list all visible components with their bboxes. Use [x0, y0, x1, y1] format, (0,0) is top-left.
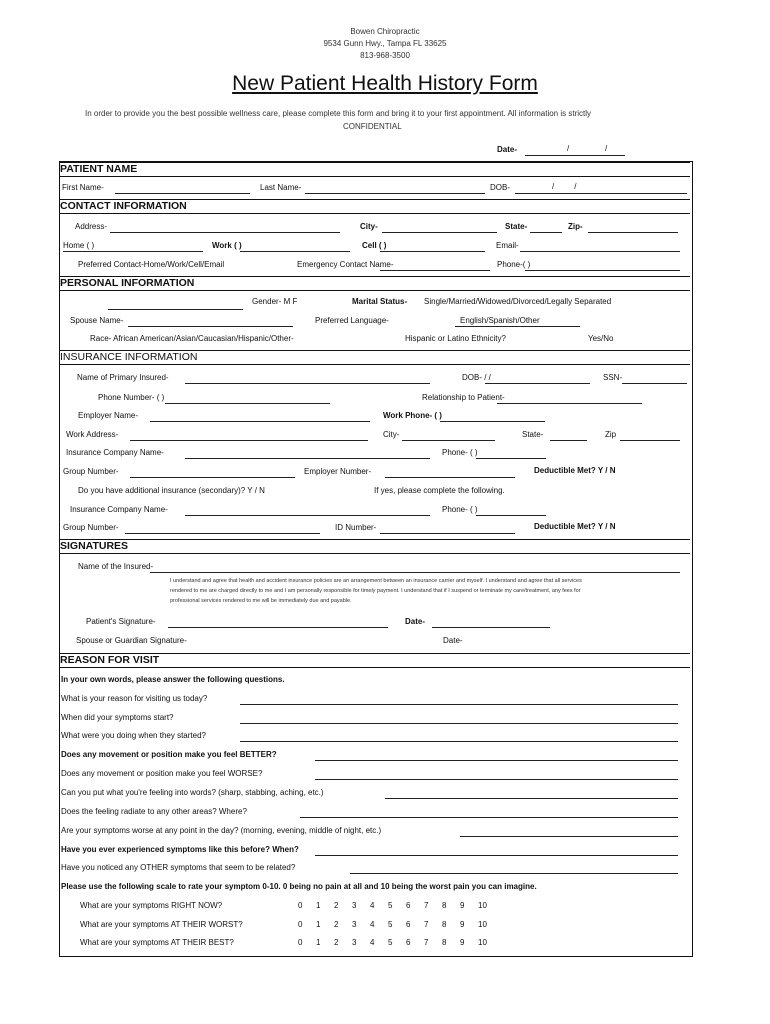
id-number-label: ID Number- — [335, 523, 377, 532]
ins-company2-field[interactable] — [185, 515, 430, 516]
ins-company2-label: Insurance Company Name- — [70, 505, 168, 514]
scale-row-worst-label: What are your symptoms AT THEIR WORST? — [80, 920, 243, 929]
preferred-language-label: Preferred Language- — [315, 316, 389, 325]
ins-state-label: State- — [522, 430, 544, 439]
scale-best-7[interactable]: 7 — [424, 938, 429, 947]
scale-now-5[interactable]: 5 — [388, 901, 393, 910]
work-phone-field[interactable] — [240, 251, 350, 252]
race-label[interactable]: Race- African American/Asian/Caucasian/Hispanic/Other- — [90, 334, 294, 343]
reason-instructions: In your own words, please answer the following questions. — [61, 675, 285, 684]
ins-company2-phone-field[interactable] — [476, 515, 546, 516]
cell-phone-field[interactable] — [380, 251, 485, 252]
patient-dob-field[interactable] — [515, 193, 687, 194]
answer-7[interactable] — [300, 817, 678, 818]
ssn-label: SSN- — [603, 373, 623, 382]
emergency-contact-field[interactable] — [380, 270, 490, 271]
personal-blank-field[interactable] — [108, 309, 243, 310]
scale-best-6[interactable]: 6 — [406, 938, 411, 947]
clinic-address: 9534 Gunn Hwy., Tampa FL 33625 — [323, 39, 447, 48]
group-number2-field[interactable] — [125, 533, 320, 534]
deductible-met[interactable]: Deductible Met? Y / N — [534, 466, 616, 475]
zip-label: Zip- — [568, 222, 583, 231]
home-phone-label: Home ( ) — [63, 241, 95, 250]
form-title: New Patient Health History Form — [232, 72, 538, 95]
scale-best-2[interactable]: 2 — [334, 938, 339, 947]
ins-city-field[interactable] — [402, 440, 495, 441]
primary-insured-label: Name of Primary Insured- — [77, 373, 169, 382]
intro-confidential: CONFIDENTIAL — [343, 122, 402, 131]
scale-worst-0[interactable]: 0 — [298, 920, 303, 929]
answer-9[interactable] — [315, 855, 678, 856]
scale-worst-6[interactable]: 6 — [406, 920, 411, 929]
city-label: City- — [360, 222, 378, 231]
scale-worst-8[interactable]: 8 — [442, 920, 447, 929]
home-phone-field[interactable] — [63, 251, 203, 252]
patient-sig-date-label: Date- — [405, 617, 426, 626]
emergency-phone-label: Phone-( ) — [497, 260, 531, 269]
scale-best-10[interactable]: 10 — [478, 938, 487, 947]
answer-6[interactable] — [385, 798, 678, 799]
preferred-language-options[interactable]: English/Spanish/Other — [460, 316, 540, 325]
scale-best-9[interactable]: 9 — [460, 938, 465, 947]
ins-company-phone-label: Phone- ( ) — [442, 448, 478, 457]
scale-intro: Please use the following scale to rate your symptom 0-10. 0 being no pain at all and 10 being the worst pain you can imagine. — [61, 882, 537, 891]
scale-worst-10[interactable]: 10 — [478, 920, 487, 929]
scale-worst-1[interactable]: 1 — [316, 920, 321, 929]
patient-sig-date-field[interactable] — [432, 627, 550, 628]
hispanic-label: Hispanic or Latino Ethnicity? — [405, 334, 506, 343]
scale-best-4[interactable]: 4 — [370, 938, 375, 947]
scale-now-4[interactable]: 4 — [370, 901, 375, 910]
answer-10[interactable] — [350, 873, 678, 874]
scale-now-6[interactable]: 6 — [406, 901, 411, 910]
clinic-name: Bowen Chiropractic — [350, 27, 420, 36]
first-name-label: First Name- — [62, 183, 104, 192]
scale-now-0[interactable]: 0 — [298, 901, 303, 910]
scale-row-now[interactable] — [298, 901, 496, 910]
ins-company-label: Insurance Company Name- — [66, 448, 164, 457]
question-9: Have you ever experienced symptoms like this before? When? — [61, 845, 299, 854]
preferred-language-field[interactable] — [455, 326, 580, 327]
scale-best-8[interactable]: 8 — [442, 938, 447, 947]
section-signatures: SIGNATURES — [60, 539, 690, 554]
city-field[interactable] — [382, 232, 497, 233]
ssn-field[interactable] — [622, 383, 687, 384]
legal-text-1: I understand and agree that health and accident insurance policies are an arrangement between an insurance carrier and myself. I understand and agree that all services — [170, 578, 582, 584]
scale-now-3[interactable]: 3 — [352, 901, 357, 910]
address-field[interactable] — [110, 232, 340, 233]
scale-best-3[interactable]: 3 — [352, 938, 357, 947]
date-field[interactable] — [525, 155, 625, 156]
employer-number-label: Employer Number- — [304, 467, 372, 476]
scale-worst-5[interactable]: 5 — [388, 920, 393, 929]
scale-now-1[interactable]: 1 — [316, 901, 321, 910]
legal-text-2: rendered to me are charged directly to me and I am personally responsible for timely payment. I understand that if I suspend or terminate my care/treatment, any fees for — [170, 588, 581, 594]
patient-signature-label: Patient's Signature- — [86, 617, 156, 626]
scale-worst-7[interactable]: 7 — [424, 920, 429, 929]
scale-worst-2[interactable]: 2 — [334, 920, 339, 929]
section-personal: PERSONAL INFORMATION — [60, 276, 690, 291]
scale-now-2[interactable]: 2 — [334, 901, 339, 910]
last-name-field[interactable] — [305, 193, 485, 194]
scale-worst-9[interactable]: 9 — [460, 920, 465, 929]
ins-city-label: City- — [383, 430, 400, 439]
scale-now-9[interactable]: 9 — [460, 901, 465, 910]
state-field[interactable] — [530, 232, 562, 233]
date-slash-2: / — [605, 144, 608, 153]
employer-name-field[interactable] — [150, 421, 370, 422]
employer-name-label: Employer Name- — [78, 411, 139, 420]
group-number-field[interactable] — [130, 477, 295, 478]
work-address-field[interactable] — [130, 440, 368, 441]
employer-number-field[interactable] — [385, 477, 515, 478]
address-label: Address- — [75, 222, 108, 231]
scale-row-best-label: What are your symptoms AT THEIR BEST? — [80, 938, 234, 947]
work-phone-label: Work ( ) — [212, 241, 242, 250]
answer-5[interactable] — [315, 779, 678, 780]
date-label: Date- — [497, 145, 518, 154]
insured-dob-field[interactable] — [485, 383, 590, 384]
email-field[interactable] — [520, 251, 680, 252]
email-label: Email- — [496, 241, 519, 250]
ins-company-phone-field[interactable] — [476, 458, 546, 459]
additional-insurance-question[interactable]: Do you have additional insurance (secondary)? Y / N — [78, 486, 265, 495]
scale-worst-4[interactable]: 4 — [370, 920, 375, 929]
answer-1[interactable] — [240, 704, 678, 705]
date-slash-1: / — [567, 144, 570, 153]
section-contact: CONTACT INFORMATION — [60, 199, 690, 214]
gender-label: Gender- M F — [252, 297, 298, 306]
ins-company-field[interactable] — [185, 458, 430, 459]
scale-now-8[interactable]: 8 — [442, 901, 447, 910]
guardian-signature-label: Spouse or Guardian Signature- — [76, 636, 187, 645]
emergency-phone-field[interactable] — [525, 270, 680, 271]
section-insurance: INSURANCE INFORMATION — [60, 350, 690, 365]
last-name-label: Last Name- — [260, 183, 302, 192]
emergency-contact-label: Emergency Contact Name- — [297, 260, 394, 269]
legal-text-3: professional services rendered to me will be immediately due and payable. — [170, 598, 352, 604]
patient-dob-label: DOB- — [490, 183, 510, 192]
insured-phone-label: Phone Number- ( ) — [98, 393, 165, 402]
ins-zip-field[interactable] — [620, 440, 680, 441]
scale-row-worst[interactable] — [298, 920, 496, 929]
question-7: Does the feeling radiate to any other areas? Where? — [61, 807, 247, 816]
spouse-name-field[interactable] — [128, 326, 293, 327]
ins-zip-label: Zip — [605, 430, 617, 439]
scale-best-5[interactable]: 5 — [388, 938, 393, 947]
ins-state-field[interactable] — [550, 440, 587, 441]
question-3: What were you doing when they started? — [61, 731, 206, 740]
ins-company2-phone-label: Phone- ( ) — [442, 505, 478, 514]
section-patient-name: PATIENT NAME — [60, 162, 690, 177]
question-4: Does any movement or position make you feel BETTER? — [61, 750, 277, 759]
scale-now-10[interactable]: 10 — [478, 901, 487, 910]
question-2: When did your symptoms start? — [61, 713, 174, 722]
scale-best-0[interactable]: 0 — [298, 938, 303, 947]
id-number-field[interactable] — [380, 533, 515, 534]
patient-signature-field[interactable] — [168, 627, 388, 628]
hispanic-yes-no[interactable]: Yes/No — [588, 334, 614, 343]
scale-best-1[interactable]: 1 — [316, 938, 321, 947]
question-8: Are your symptoms worse at any point in the day? (morning, evening, middle of night, etc.) — [61, 826, 382, 835]
scale-row-now-label: What are your symptoms RIGHT NOW? — [80, 901, 223, 910]
relationship-label: Relationship to Patient- — [422, 393, 505, 402]
question-6: Can you put what you're feeling into words? (sharp, stabbing, aching, etc.) — [61, 788, 324, 797]
preferred-contact-label: Preferred Contact-Home/Work/Cell/Email — [78, 260, 225, 269]
state-label: State- — [505, 222, 528, 231]
question-5: Does any movement or position make you feel WORSE? — [61, 769, 263, 778]
answer-2[interactable] — [240, 723, 678, 724]
zip-field[interactable] — [588, 232, 678, 233]
if-yes-text: If yes, please complete the following. — [374, 486, 505, 495]
insured-name-sig-label: Name of the Insured- — [78, 562, 154, 571]
work-address-label: Work Address- — [66, 430, 119, 439]
group-number2-label: Group Number- — [63, 523, 119, 532]
work-phone-ins-label: Work Phone- ( ) — [383, 411, 442, 420]
scale-now-7[interactable]: 7 — [424, 901, 429, 910]
question-1: What is your reason for visiting us today? — [61, 694, 208, 703]
clinic-phone: 813-968-3500 — [360, 51, 410, 60]
answer-3[interactable] — [240, 741, 678, 742]
section-reason: REASON FOR VISIT — [60, 653, 690, 668]
answer-4[interactable] — [315, 760, 678, 761]
marital-status-label: Marital Status- — [352, 297, 408, 306]
marital-status-options[interactable]: Single/Married/Widowed/Divorced/Legally Separated — [424, 297, 612, 306]
primary-insured-field[interactable] — [185, 383, 430, 384]
question-10: Have you noticed any OTHER symptoms that seem to be related? — [61, 863, 296, 872]
relationship-field[interactable] — [497, 403, 642, 404]
insured-dob-label: DOB- / / — [462, 373, 491, 382]
patient-dob-slashes: / / — [552, 182, 577, 191]
insured-phone-field[interactable] — [165, 403, 330, 404]
scale-row-best[interactable] — [298, 938, 496, 947]
answer-8[interactable] — [460, 836, 678, 837]
cell-phone-label: Cell ( ) — [362, 241, 387, 250]
insured-name-sig-field[interactable] — [150, 572, 680, 573]
group-number-label: Group Number- — [63, 467, 119, 476]
spouse-name-label: Spouse Name- — [70, 316, 124, 325]
deductible-met-2[interactable]: Deductible Met? Y / N — [534, 522, 616, 531]
guardian-sig-date-label: Date- — [443, 636, 463, 645]
scale-worst-3[interactable]: 3 — [352, 920, 357, 929]
intro-text: In order to provide you the best possible wellness care, please complete this form and bring it to your first appointment. All information is strictly — [85, 109, 592, 118]
first-name-field[interactable] — [115, 193, 250, 194]
work-phone-ins-field[interactable] — [440, 421, 545, 422]
